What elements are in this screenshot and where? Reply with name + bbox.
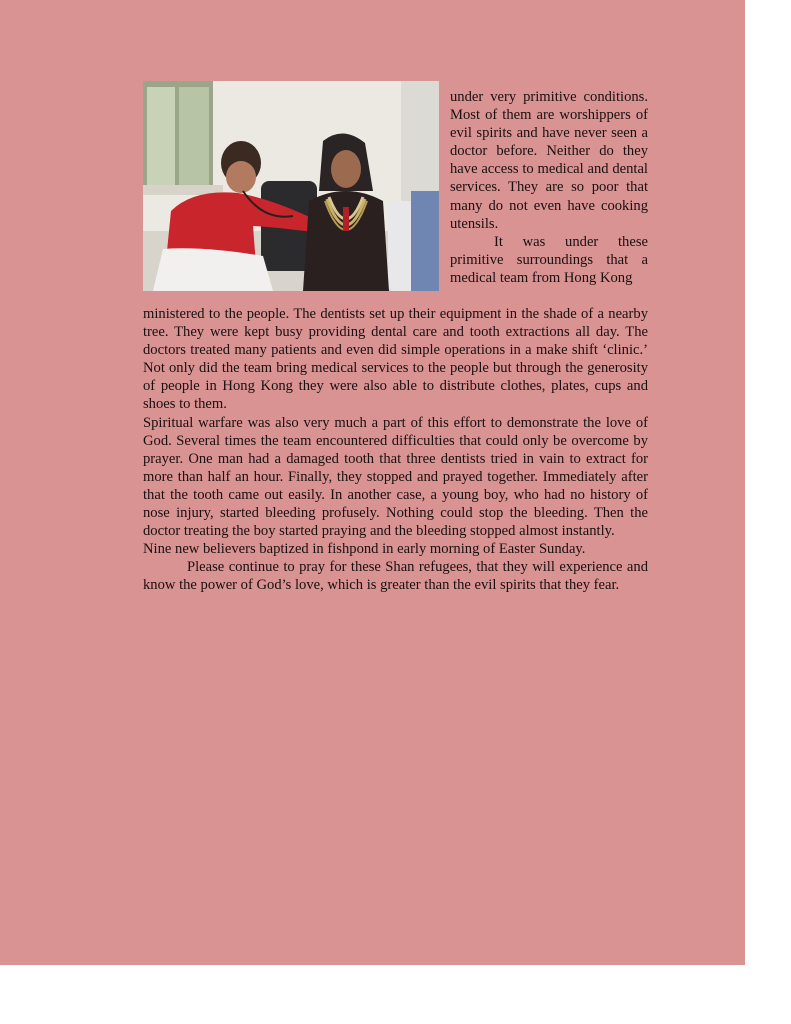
article-paragraph-2-start: It was under these primitive surroundings that a medical team from Hong Kong: [450, 233, 648, 286]
article-main-column: [143, 305, 648, 595]
article-paragraph-4: Nine new believers baptized in fishpond in early morning of Easter Sunday.: [143, 541, 586, 558]
article-paragraph-2-continued: ministered to the people. The dentists set up their equipment in the shade of a nearby tree. They were kept busy providing dental care and tooth extractions all day. The doctors treated many patients and even did simple operations in a make shift ‘clinic.’ Not only did the team bring medical services to the people but through the generosity of people in Hong Kong they were also able to distribute clothes, plates, cups and shoes to them.: [143, 306, 648, 413]
article-paragraph-1: under very primitive conditions. Most of them are worshippers of evil spirits and have never seen a doctor before. Neither do they have access to medical and dental services. They are so poor that many do not even have cooking utensils.: [450, 89, 648, 232]
article-paragraph-5: Please continue to pray for these Shan refugees, that they will experience and know the power of God’s love, which is greater than the evil spirits that they fear.: [143, 559, 648, 594]
article-paragraph-3: Spiritual warfare was also very much a part of this effort to demonstrate the love of God. Several times the team encountered difficulties that could only be overcome by prayer. One man had a damaged tooth that three dentists tried in vain to extract for more than half an hour. Finally, they stopped and prayed together. Immediately after that the tooth came out easily. In another case, a young boy, who had no history of nose injury, started bleeding profusely. Nothing could stop the bleeding. Then the doctor treating the boy started praying and the bleeding stopped almost instantly.: [143, 414, 648, 540]
photo-doctor-examining-woman: [143, 81, 439, 291]
photo-illustration-icon: [143, 81, 439, 291]
article-side-column: [450, 88, 648, 287]
